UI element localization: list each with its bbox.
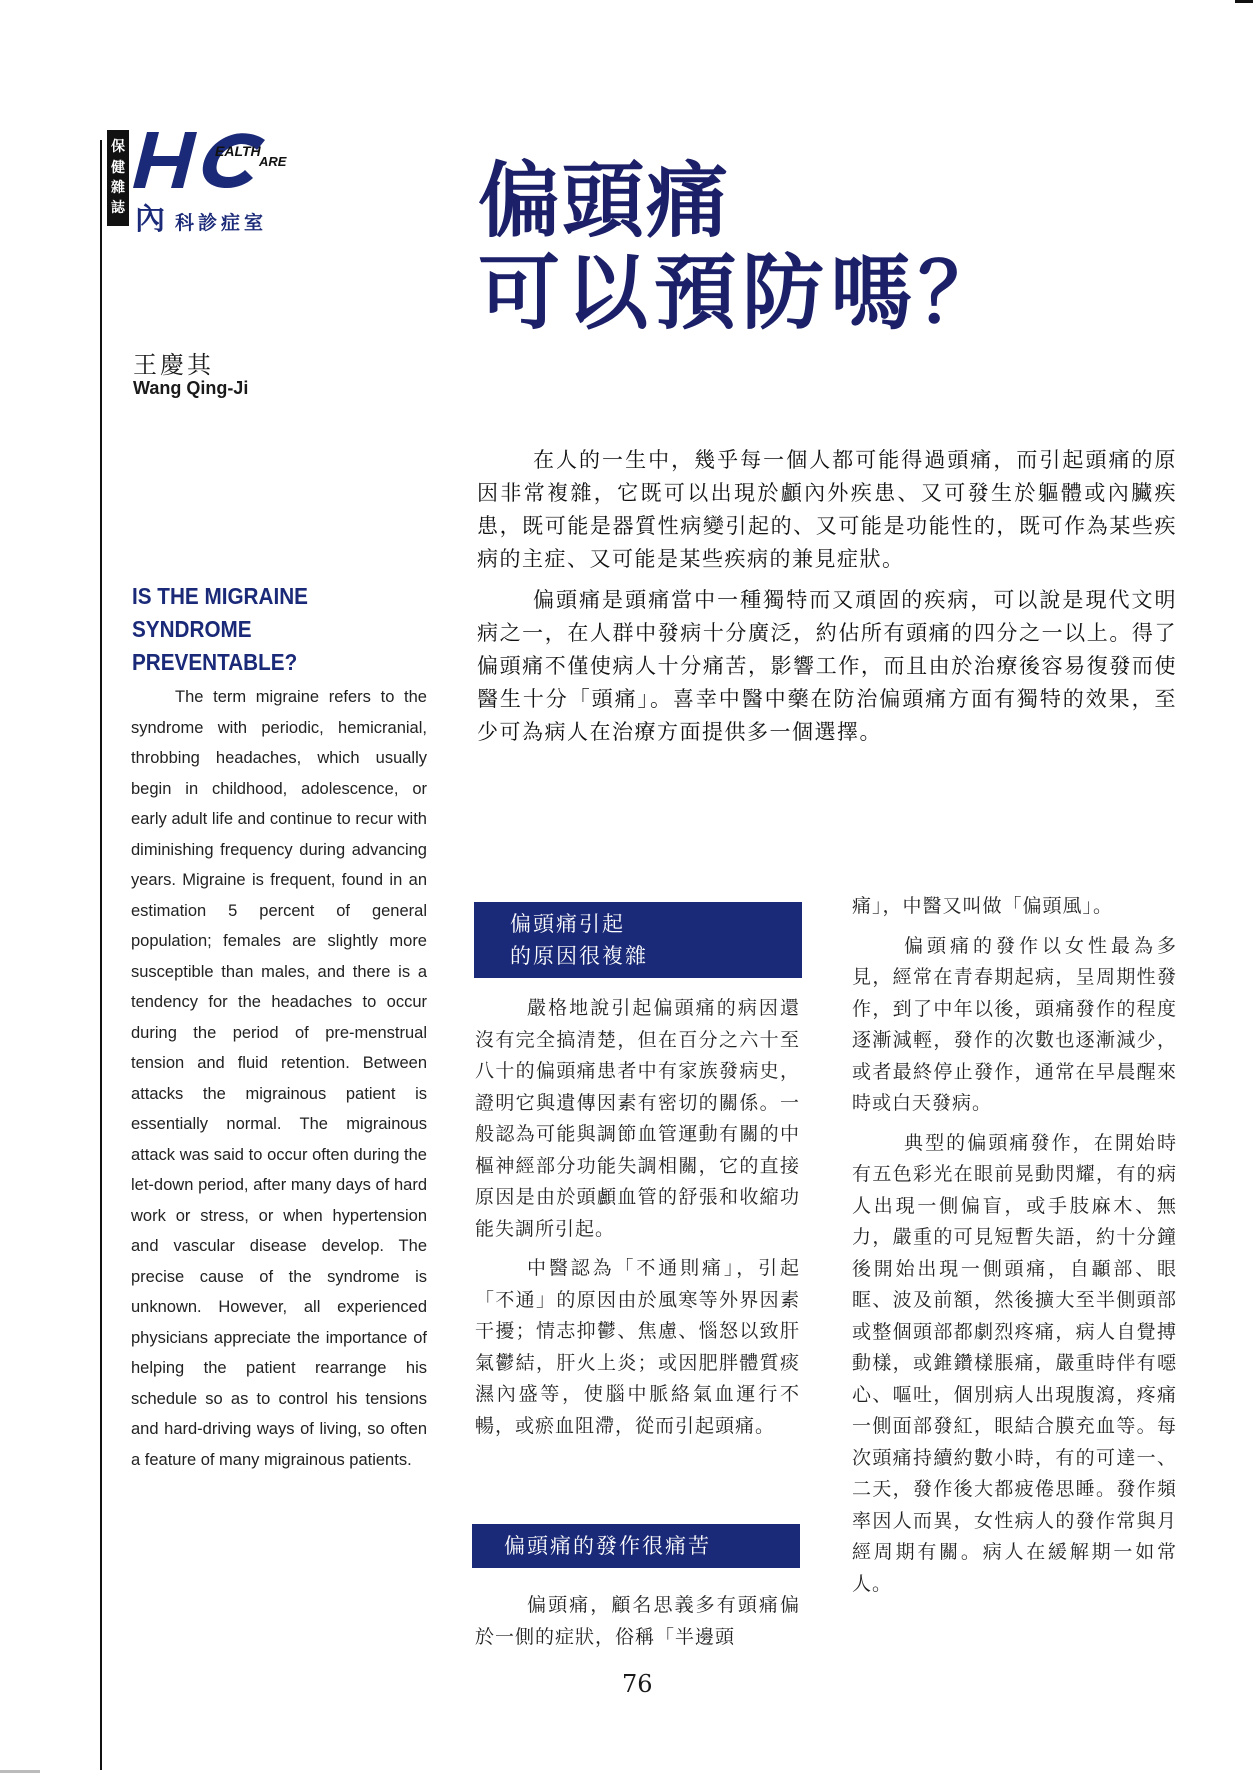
section-heading-causes <box>474 902 802 978</box>
abstract-paragraph: The term migraine refers to the syndrome with periodic, hemicranial, throbbing headaches, which usually begin in childhood, adolescence, or early adult life and continue to recur with diminishing frequency during advancing years. Migraine is frequent, found in an estimation 5 percent of general population; females are slightly more susceptible than males, and there is a tendency for the headaches to occur during the period of pre-menstrual tension and fluid retention. Between attacks the migrainous patient is essentially normal. The migrainous attack was said to occur often during the let-down period, after many days of hard work or stress, or when hypertension and vascular disease develop. The precise cause of the syndrome is unknown. However, all experienced physicians appreciate the importance of helping the patient rearrange his schedule so as to control his tensions and hard-driving ways of living, so often a feature of many migrainous patients. <box>131 688 427 1469</box>
attacks-paragraph-1: 偏頭痛，顧名思義多有頭痛偏於一側的症狀，俗稱「半邊頭 <box>475 1594 800 1648</box>
article-title <box>478 155 1198 339</box>
causes-paragraph-2: 中醫認為「不通則痛」，引起「不通」的原因由於風寒等外界因素干擾；情志抑鬱、焦慮、惱怒以致肝氣鬱結，肝火上炎；或因肥胖體質痰濕內盛等，使腦中脈絡氣血運行不暢，或瘀血阻滯，從而引起頭痛。 <box>475 1257 800 1437</box>
hc-logo-mark <box>133 126 303 192</box>
logo-text-are: ARE <box>259 154 287 169</box>
author-name-english: Wang Qing-Ji <box>133 378 249 398</box>
page-number: 76 <box>622 1670 653 1698</box>
right-column-continuation: 痛」，中醫又叫做「偏頭風」。 <box>852 895 1114 917</box>
logo-letter-c <box>203 133 265 188</box>
intro-paragraph-1: 在人的一生中，幾乎每一個人都可能得過頭痛，而引起頭痛的原因非常複雜，它既可以出現於顱內外疾患、又可發生於軀體或內臟疾患，既可能是器質性病變引起的、又可能是功能性的，既可作為某些疾病的主症、又可能是某些疾病的兼見症狀。 <box>477 448 1177 571</box>
abstract-body <box>131 682 427 1475</box>
author-name-chinese: 王慶其 <box>133 351 214 379</box>
title-line-1: 偏頭痛 <box>478 153 731 249</box>
magazine-name-vertical: 保健雜誌 <box>107 130 129 226</box>
section-heading-causes-line-1: 偏頭痛引起 <box>510 912 625 936</box>
section-attacks-body <box>475 1590 800 1661</box>
right-column-paragraph-2: 典型的偏頭痛發作，在開始時有五色彩光在眼前晃動閃耀，有的病人出現一側偏盲，或手肢麻木、無力，嚴重的可見短暫失語，約十分鐘後開始出現一側頭痛，自顳部、眼眶、波及前額，然後擴大至半側頭部或整個頭部都劇烈疼痛，病人自覺搏動樣，或錐鑽樣脹痛，嚴重時伴有噁心、嘔吐，個別病人出現腹瀉，疼痛一側面部發紅，眼結合膜充血等。每次頭痛持續約數小時，有的可達一、二天，發作後大都疲倦思睡。發作頻率因人而異，女性病人的發作常與月經周期有關。病人在緩解期一如常人。 <box>852 1131 1177 1595</box>
abstract-title: IS THE MIGRAINE SYNDROME PREVENTABLE? <box>132 583 308 675</box>
intro-text <box>477 444 1177 757</box>
section-causes-body <box>475 993 800 1450</box>
column-label-small: 科診症室 <box>175 212 268 234</box>
section-heading-attacks: 偏頭痛的發作很痛苦 <box>472 1524 800 1568</box>
right-column-body <box>852 891 1177 1608</box>
magazine-logo <box>107 126 407 236</box>
logo-text-ealth: EALTH <box>215 143 261 159</box>
intro-paragraph-2: 偏頭痛是頭痛當中一種獨特而又頑固的疾病，可以說是現代文明病之一，在人群中發病十分廣泛，約佔所有頭痛的四分之一以上。得了偏頭痛不僅使病人十分痛苦，影響工作，而且由於治療後容易復發而使醫生十分「頭痛」。喜幸中醫中藥在防治偏頭痛方面有獨特的效果，至少可為病人在治療方面提供多一個選擇。 <box>477 588 1177 744</box>
right-column-paragraph-1: 偏頭痛的發作以女性最為多見，經常在青春期起病，呈周期性發作，到了中年以後，頭痛發作的程度逐漸減輕，發作的次數也逐漸減少，或者最終停止發作，通常在早晨醒來時或白天發病。 <box>852 934 1177 1114</box>
margin-rule <box>100 140 102 1770</box>
logo-letter-h <box>133 132 197 188</box>
title-line-2: 可以預防嗎？ <box>478 245 1007 341</box>
column-label-big: 內 <box>135 202 165 237</box>
section-heading-causes-line-2: 的原因很複雜 <box>510 944 648 968</box>
corner-mark <box>1235 0 1253 3</box>
column-label <box>135 194 268 237</box>
causes-paragraph-1: 嚴格地說引起偏頭痛的病因還沒有完全搞清楚，但在百分之六十至八十的偏頭痛患者中有家族發病史，證明它與遺傳因素有密切的關係。一般認為可能與調節血管運動有關的中樞神經部分功能失調相關，它的直接原因是由於頭顱血管的舒張和收縮功能失調所引起。 <box>475 997 800 1240</box>
